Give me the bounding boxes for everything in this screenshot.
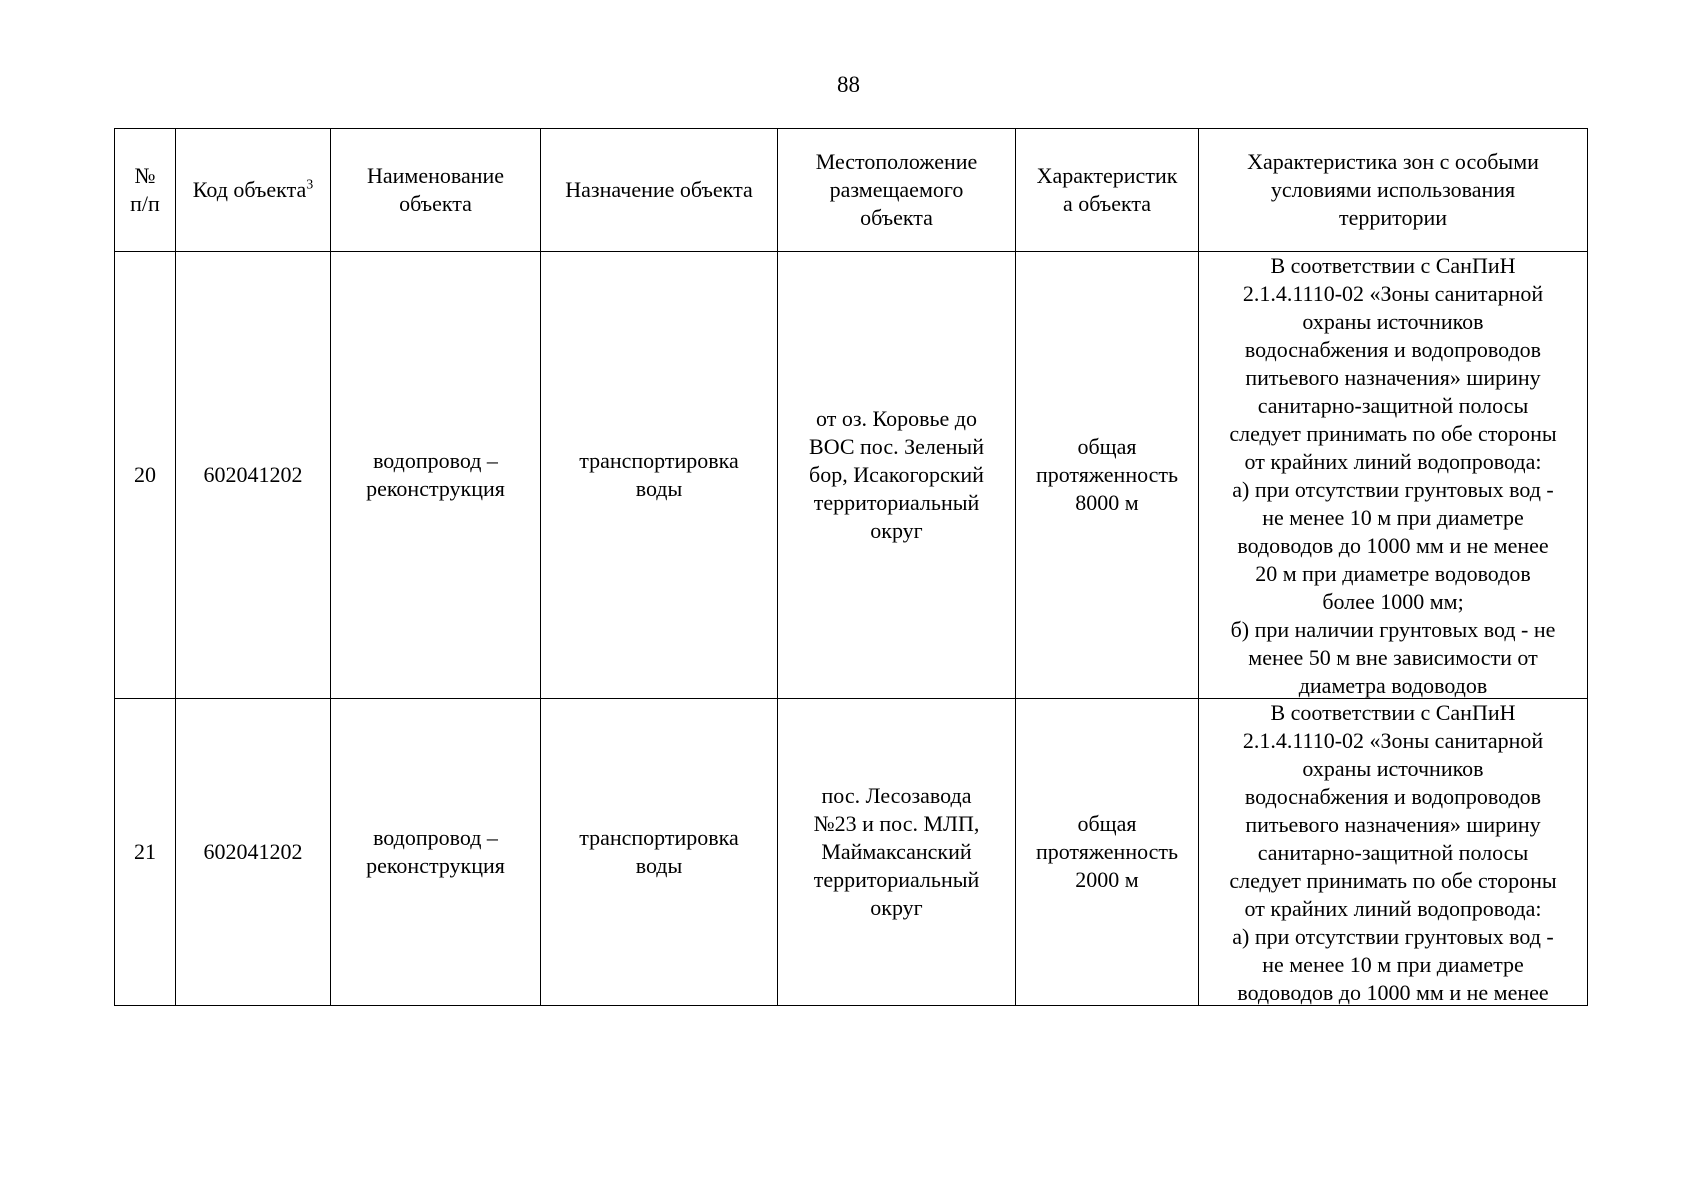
cell-zones-text bbox=[1205, 252, 1581, 698]
cell-characteristic-line: 8000 м bbox=[1075, 490, 1139, 515]
header-code-label: Код объекта bbox=[192, 177, 307, 202]
header-num bbox=[115, 129, 176, 252]
cell-zones-line: а) при отсутствии грунтовых вод - bbox=[1232, 477, 1554, 502]
cell-location-line: Маймаксанский bbox=[821, 839, 972, 864]
cell-purpose bbox=[541, 252, 778, 699]
cell-purpose-line: транспортировка bbox=[579, 448, 739, 473]
cell-zones-line: не менее 10 м при диаметре bbox=[1262, 505, 1524, 530]
cell-zones-line: менее 50 м вне зависимости от bbox=[1248, 645, 1538, 670]
cell-zones-line: водоводов до 1000 мм и не менее bbox=[1237, 980, 1549, 1005]
header-zones bbox=[1199, 129, 1588, 252]
cell-zones-line: не менее 10 м при диаметре bbox=[1262, 952, 1524, 977]
cell-name bbox=[331, 699, 541, 1006]
cell-zones-line: В соответствии с СанПиН bbox=[1270, 700, 1516, 725]
cell-location-line: территориальный bbox=[813, 867, 980, 892]
cell-zones-line: 2.1.4.1110-02 «Зоны санитарной bbox=[1242, 281, 1544, 306]
cell-zones-line: санитарно-защитной полосы bbox=[1257, 393, 1529, 418]
header-location-label: Местоположение размещаемого объекта bbox=[815, 149, 978, 230]
header-code bbox=[176, 129, 331, 252]
cell-characteristic-line: протяженность bbox=[1035, 462, 1179, 487]
cell-zones-line: санитарно-защитной полосы bbox=[1257, 840, 1529, 865]
cell-purpose-line: транспортировка bbox=[579, 825, 739, 850]
cell-num: 20 bbox=[115, 252, 176, 699]
cell-zones-line: охраны источников bbox=[1302, 309, 1484, 334]
objects-table bbox=[114, 128, 1588, 1006]
footnote-marker: 3 bbox=[306, 177, 314, 193]
cell-zones bbox=[1199, 252, 1588, 699]
cell-zones-line: следует принимать по обе стороны bbox=[1229, 421, 1557, 446]
cell-characteristic bbox=[1016, 699, 1199, 1006]
cell-location-line: ВОС пос. Зеленый bbox=[809, 434, 984, 459]
cell-name-line: водопровод – bbox=[373, 825, 498, 850]
cell-location-line: территориальный bbox=[813, 490, 980, 515]
header-purpose bbox=[541, 129, 778, 252]
cell-zones-line: водоснабжения и водопроводов bbox=[1244, 337, 1542, 362]
cell-zones-line: от крайних линий водопровода: bbox=[1244, 896, 1542, 921]
cell-zones-line: водоснабжения и водопроводов bbox=[1244, 784, 1542, 809]
header-characteristic bbox=[1016, 129, 1199, 252]
header-purpose-label: Назначение объекта bbox=[565, 177, 753, 202]
cell-location bbox=[778, 699, 1016, 1006]
cell-code: 602041202 bbox=[176, 252, 331, 699]
cell-zones-line: диаметра водоводов bbox=[1298, 673, 1488, 698]
cell-zones-line: 2.1.4.1110-02 «Зоны санитарной bbox=[1242, 728, 1544, 753]
cell-zones-text bbox=[1205, 699, 1581, 1005]
header-name-label: Наименование объекта bbox=[366, 163, 505, 216]
header-characteristic-line: а объекта bbox=[1062, 191, 1152, 216]
cell-characteristic-line: общая bbox=[1077, 434, 1137, 459]
header-name bbox=[331, 129, 541, 252]
header-location bbox=[778, 129, 1016, 252]
cell-location-line: №23 и пос. МЛП, bbox=[813, 811, 980, 836]
cell-num: 21 bbox=[115, 699, 176, 1006]
cell-name bbox=[331, 252, 541, 699]
table-row bbox=[115, 699, 1588, 1006]
cell-purpose-line: воды bbox=[635, 853, 683, 878]
header-num-line: п/п bbox=[130, 191, 160, 216]
cell-location-line: округ bbox=[870, 895, 923, 920]
cell-zones-line: питьевого назначения» ширину bbox=[1245, 812, 1541, 837]
header-characteristic-line: Характеристик bbox=[1036, 163, 1178, 188]
cell-name-line: реконструкция bbox=[366, 853, 505, 878]
cell-zones-line: от крайних линий водопровода: bbox=[1244, 449, 1542, 474]
cell-zones-line: питьевого назначения» ширину bbox=[1245, 365, 1541, 390]
cell-zones-line: В соответствии с СанПиН bbox=[1270, 253, 1516, 278]
cell-zones-line: следует принимать по обе стороны bbox=[1229, 868, 1557, 893]
page-number: 88 bbox=[837, 72, 860, 97]
cell-code: 602041202 bbox=[176, 699, 331, 1006]
cell-location bbox=[778, 252, 1016, 699]
cell-zones-line: а) при отсутствии грунтовых вод - bbox=[1232, 924, 1554, 949]
cell-location-line: пос. Лесозавода bbox=[821, 783, 972, 808]
header-zones-label: Характеристика зон с особыми условиями использования территории bbox=[1247, 149, 1539, 230]
header-num-line: № bbox=[134, 163, 156, 188]
cell-zones-line: 20 м при диаметре водоводов bbox=[1255, 561, 1531, 586]
table-row bbox=[115, 252, 1588, 699]
cell-purpose-line: воды bbox=[635, 476, 683, 501]
cell-characteristic-line: общая bbox=[1077, 811, 1137, 836]
cell-name-line: реконструкция bbox=[366, 476, 505, 501]
cell-location-line: округ bbox=[870, 518, 923, 543]
cell-location-line: бор, Исакогорский bbox=[809, 462, 984, 487]
cell-zones-line: б) при наличии грунтовых вод - не bbox=[1230, 617, 1556, 642]
cell-purpose bbox=[541, 699, 778, 1006]
cell-zones bbox=[1199, 699, 1588, 1006]
header-row bbox=[115, 129, 1588, 252]
cell-characteristic-line: протяженность bbox=[1035, 839, 1179, 864]
cell-zones-line: охраны источников bbox=[1302, 756, 1484, 781]
cell-name-line: водопровод – bbox=[373, 448, 498, 473]
cell-location-line: от оз. Коровье до bbox=[816, 406, 977, 431]
cell-characteristic bbox=[1016, 252, 1199, 699]
cell-zones-line: более 1000 мм; bbox=[1322, 589, 1464, 614]
cell-characteristic-line: 2000 м bbox=[1075, 867, 1139, 892]
cell-zones-line: водоводов до 1000 мм и не менее bbox=[1237, 533, 1549, 558]
